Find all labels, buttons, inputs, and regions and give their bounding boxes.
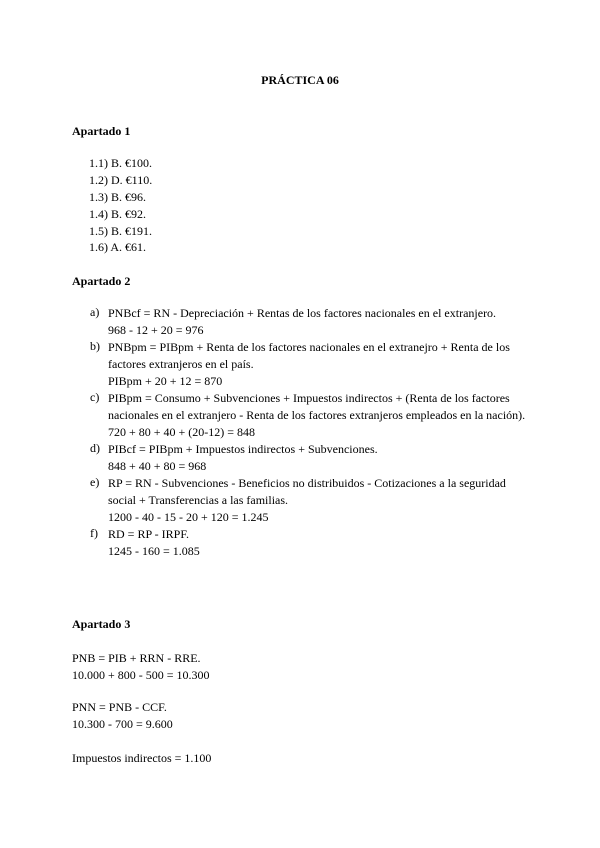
indirect-taxes: Impuestos indirectos = 1.100 [72,751,212,765]
section-1-answer-list [89,155,152,256]
calculation: 848 + 40 + 80 = 968 [108,459,207,473]
formula-text: PNBpm = PIBpm + Renta de los factores nacionales en el extranejro + Renta de los factores extranjeros en el país. [108,340,510,371]
page-title: PRÁCTICA 06 [261,73,339,87]
answer-item: 1.2) D. €110. [89,172,153,187]
answer-item: 1.6) A. €61. [89,240,146,255]
formula-text: PIBpm = Consumo + Subvenciones + Impuestos indirectos + (Renta de los factores nacionales en el extranjero - Renta de los factores extranjeros empleados en la nación). [108,391,526,422]
answer-item: 1.5) B. €191. [89,223,152,238]
formula-text: PIBcf = PIBpm + Impuestos indirectos + Subvenciones. [108,442,378,456]
list-marker: b) [90,339,100,353]
calculation: 720 + 80 + 40 + (20-12) = 848 [108,425,256,439]
formula-text: RD = RP - IRPF. [108,527,190,541]
list-marker: c) [90,390,100,404]
section-1-heading: Apartado 1 [72,124,131,138]
section-2-list [90,305,530,560]
answer-item: 1.3) B. €96. [89,189,146,204]
list-item [90,339,530,390]
list-item [90,526,530,560]
calculation: 1245 - 160 = 1.085 [108,544,200,558]
list-item [90,441,530,475]
list-item [90,475,530,526]
calculation: PIBpm + 20 + 12 = 870 [108,374,223,388]
list-item [90,390,530,441]
list-marker: f) [90,526,98,540]
list-marker: d) [90,441,100,455]
calculation: 968 - 12 + 20 = 976 [108,323,204,337]
answer-item: 1.1) B. €100. [89,156,152,170]
calculation: 1200 - 40 - 15 - 20 + 120 = 1.245 [108,510,269,524]
answer-item: 1.4) B. €92. [89,206,146,221]
formula-text: PNBcf = RN - Depreciación + Rentas de los factores nacionales en el extranjero. [108,306,497,320]
list-marker: a) [90,305,100,319]
list-item [90,305,530,339]
list-marker: e) [90,475,100,489]
pnb-calculation: 10.000 + 800 - 500 = 10.300 [72,668,210,682]
pnb-formula: PNB = PIB + RRN - RRE. [72,651,201,665]
section-2-heading: Apartado 2 [72,274,131,288]
formula-text: RP = RN - Subvenciones - Beneficios no distribuidos - Cotizaciones a la seguridad social + Transferencias a las familias. [108,476,506,507]
section-3-heading: Apartado 3 [72,617,131,631]
pnn-calculation: 10.300 - 700 = 9.600 [72,717,173,731]
pnn-formula: PNN = PNB - CCF. [72,700,167,714]
